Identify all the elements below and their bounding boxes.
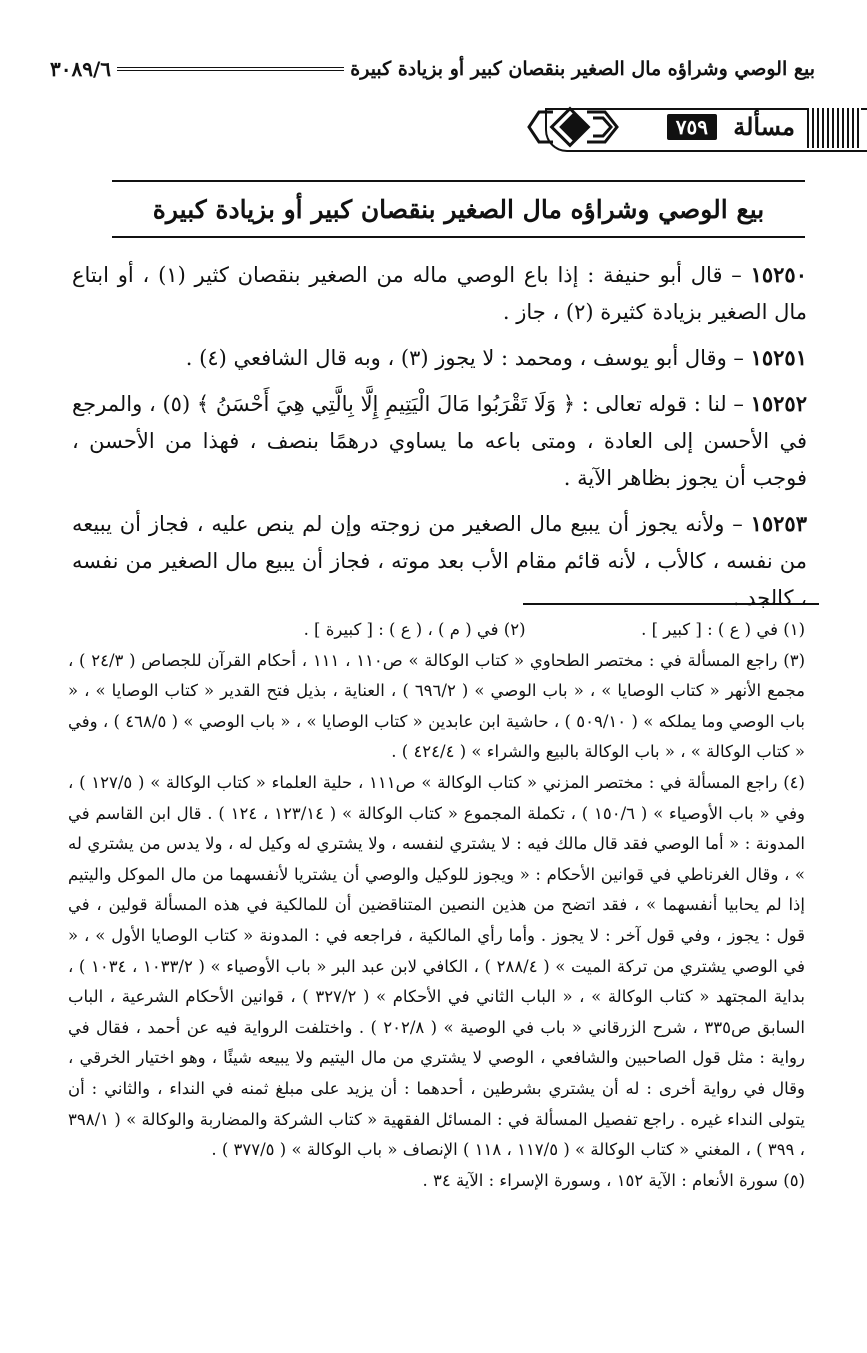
banner-stripes-decoration	[807, 108, 861, 148]
masala-number: ٧٥٩	[667, 114, 717, 140]
running-header	[50, 52, 815, 86]
paragraph-number: ١٥٢٥٠	[750, 262, 807, 287]
paragraph-number: ١٥٢٥١	[750, 345, 807, 370]
page-reference: ٣٠٨٩/٦	[50, 57, 112, 81]
masala-banner	[0, 100, 867, 158]
footnote-1: (١) في ( ع ) : [ كبير ] .	[641, 620, 805, 639]
footnote-3: (٣) راجع المسألة في : مختصر الطحاوي « كتاب الوكالة » ص١١٠ ، ١١١ ، أحكام القرآن للجصاص ( ٢٤/٣ ) ، مجمع الأنهر « كتاب الوصايا » ، « باب الوصي » ( ٦٩٦/٢ ) ، العناية ، بذيل فتح القدير « كتاب الوصايا » ، « باب الوصي وما يملكه » ( ٥٠٩/١٠ ) ، حاشية ابن عابدين « كتاب الوصايا » ، « باب الوصي » ( ٤٦٨/٥ ) ، وفي « كتاب الوكالة » ، « باب الوكالة بالبيع والشراء » ( ٤٢٤/٤ ) .	[68, 650, 805, 762]
ornament-icon	[525, 104, 625, 154]
paragraph-text: – وقال أبو يوسف ، ومحمد : لا يجوز (٣) ، وبه قال الشافعي (٤) .	[185, 346, 751, 370]
footnote-spacer	[68, 615, 188, 646]
paragraph	[72, 385, 807, 497]
masala-label: مسألة	[733, 112, 795, 141]
footnotes	[68, 615, 805, 1196]
footnote-row	[68, 615, 805, 646]
footnote-5: (٥) سورة الأنعام : الآية ١٥٢ ، وسورة الإسراء : الآية ٣٤ .	[422, 1170, 805, 1190]
footnote-4: (٤) راجع المسألة في : مختصر المزني « كتاب الوكالة » ص١١١ ، حلية العلماء « كتاب الوكالة » ( ١٢٧/٥ ) ، وفي « باب الأوصياء » ( ١٥٠/٦ ) ، تكملة المجموع « كتاب الوكالة » ( ١٢٣/١٤ ، ١٢٤ ) . قال ابن القاسم في المدونة : « أما الوصي فقد قال مالك فيه : لا يشتري لنفسه ، ولا يشتري له وكيل له ، ولا يدس من يشتري له » ، وقال الغرناطي في قوانين الأحكام : « ويجوز للوكيل والوصي أن يشتريا لأنفسهما من مال الموكل واليتيم إذا لم يحابيا أنفسهما » ، فقد اتضح من هذين النصين المتناقضين أن للمالكية في هذه المسألة قولين ، في قول : يجوز ، وفي قول آخر : لا يجوز . وأما رأي المالكية ، فراجعه في : المدونة « كتاب الوصايا الأول » ، « في الوصي يشتري من تركة الميت » ( ٢٨٨/٤ ) ، الكافي لابن عبد البر « باب الأوصياء » ( ١٠٣٣/٢ ، ١٠٣٤ ) ، بداية المجتهد « كتاب الوكالة » ، « الباب الثاني في الأحكام » ( ٣٢٧/٢ ) ، قوانين الأحكام الشرعية ، الباب السابق ص٣٣٥ ، شرح الزرقاني « باب في الوصية » ( ٢٠٢/٨ ) . واختلفت الرواية فيه عن أحمد ، فقال في رواية : مثل قول الصاحبين والشافعي ، الوصي لا يشتري من مال اليتيم ولا يبيعه شيئًا ، وهو اختيار الخرقي ، وقال في رواية أخرى : له أن يشتري بشرطين ، أحدهما : أن يزيد على مبلغ ثمنه في النداء ، والثاني : أن يتولى النداء غيره . راجع تفصيل المسألة في : المسائل الفقهية « كتاب الشركة والمضاربة والوكالة » ( ٣٩٨/١ ، ٣٩٩ ) ، المغني « كتاب الوكالة » ( ١١٧/٥ ، ١١٨ ) الإنصاف « باب الوكالة » ( ٣٧٧/٥ ) .	[68, 772, 805, 1160]
footnote-2: (٢) في ( م ) ، ( ع ) : [ كبيرة ] .	[303, 620, 526, 639]
footnote-separator	[523, 603, 819, 605]
paragraph	[72, 339, 807, 377]
paragraph-text: – لنا : قوله تعالى : ﴿ وَلَا تَقْرَبُوا مَالَ الْيَتِيمِ إِلَّا بِالَّتِي هِيَ أَحْسَنُ ﴾ (٥) ، والمرجع في الأحسن إلى العادة ، ومتى باعه ما يساوي درهمًا بنصف ، فهذا من الأحسن ، فوجب أن يجوز بظاهر الآية .	[72, 392, 807, 490]
paragraph-text: – ولأنه يجوز أن يبيع مال الصغير من زوجته وإن لم ينص عليه ، فجاز أن يبيعه من نفسه ، كالأب ، لأنه قائم مقام الأب بعد موته ، فجاز أن يبيع مال الصغير من نفسه ، كالجد .	[72, 512, 807, 610]
paragraph-number: ١٥٢٥٣	[750, 511, 807, 536]
paragraph-number: ١٥٢٥٢	[750, 391, 807, 416]
running-title: بيع الوصي وشراؤه مال الصغير بنقصان كبير أو بزيادة كبيرة	[350, 58, 815, 80]
paragraph	[72, 505, 807, 617]
section-title: بيع الوصي وشراؤه مال الصغير بنقصان كبير أو بزيادة كبيرة	[112, 180, 805, 238]
paragraph-text: – قال أبو حنيفة : إذا باع الوصي ماله من الصغير بنقصان كثير (١) ، أو ابتاع مال الصغير بزيادة كثيرة (٢) ، جاز .	[72, 263, 807, 324]
paragraph	[72, 256, 807, 331]
main-text	[72, 256, 807, 625]
header-rule	[117, 67, 344, 71]
